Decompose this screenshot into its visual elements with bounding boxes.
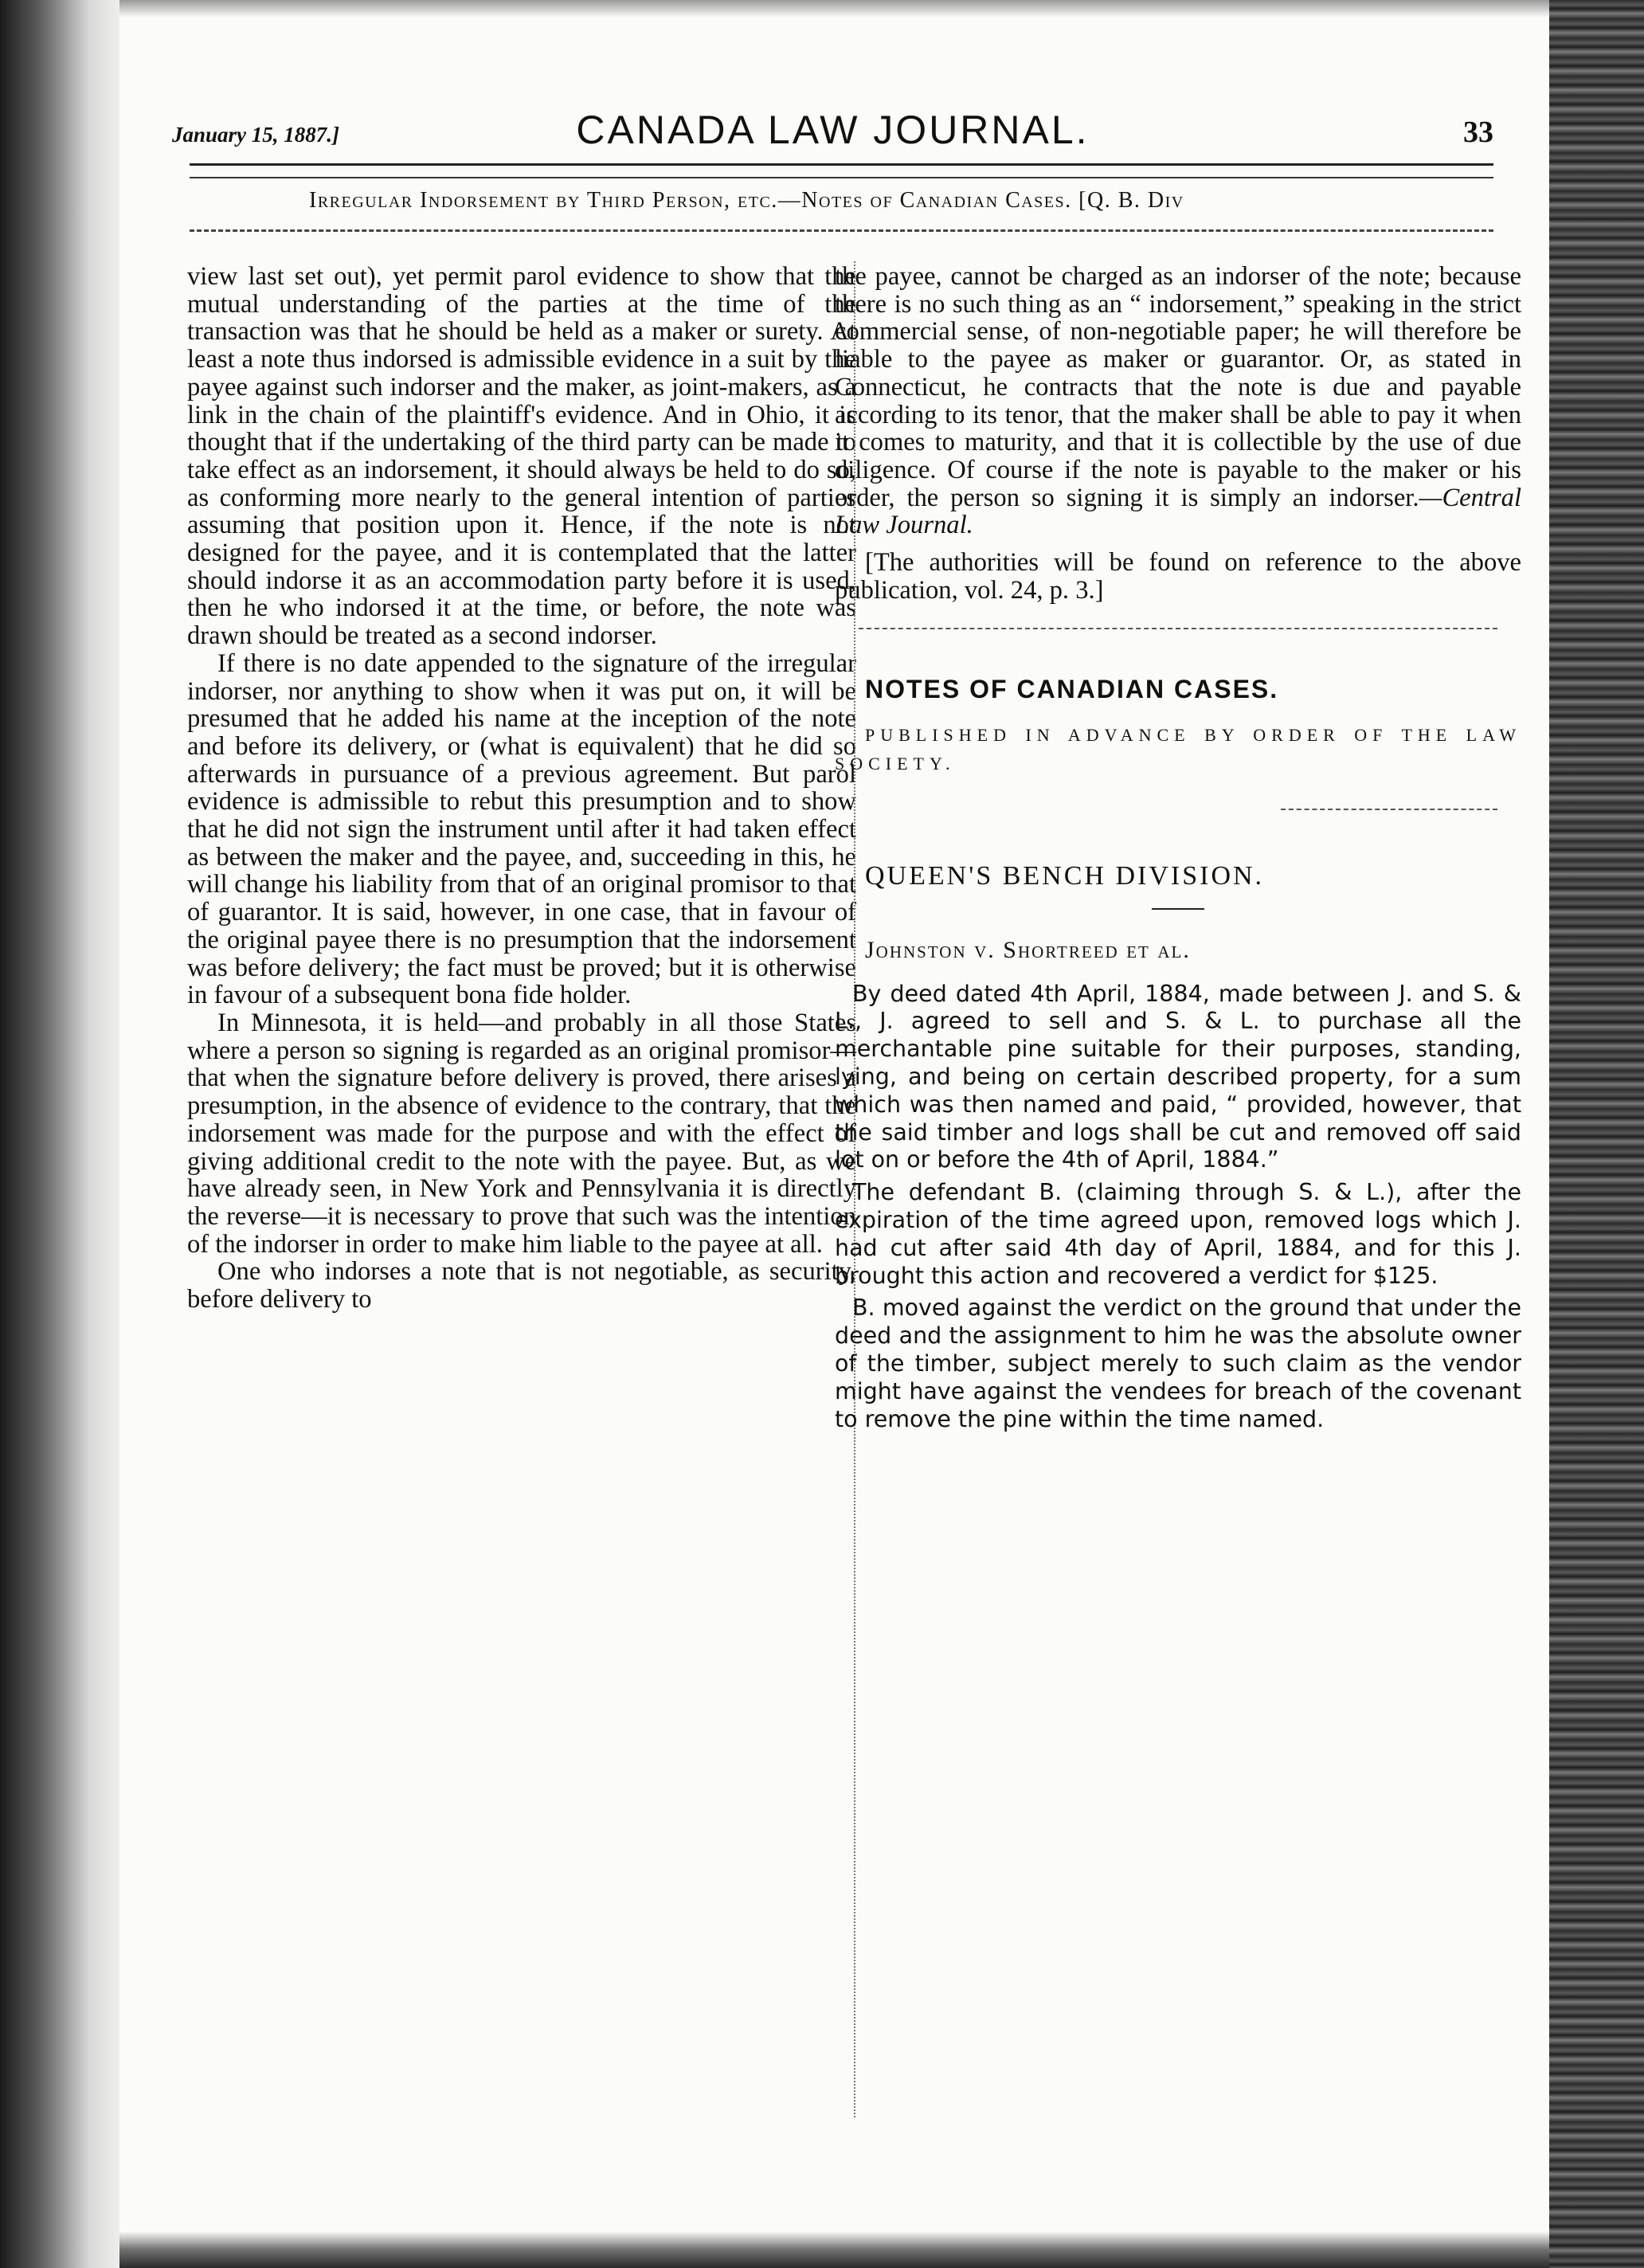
subhead-dashed-rule: [190, 229, 1493, 232]
scan-bottom-edge: [119, 2231, 1549, 2268]
scan-left-edge: [0, 0, 127, 2268]
left-paragraph-1: view last set out), yet permit parol evidence to show that the mutual understanding of the parties at the time of the transaction was that he should be held as a maker or surety. At least a note thus indorsed is admissible evidence in a suit by the payee against such indorser and the maker, as joint-makers, as a link in the chain of the plaintiff's evidence. And in Ohio, it is thought that if the undertaking of the third party can be made to take effect as an indorsement, it should always be held to do so, as conforming more nearly to the general intention of parties assuming that position upon it. Hence, if the note is not designed for the payee, and it is contemplated that the latter should indorse it as an accommodation party before it is used, then he who indorsed it at the time, or before, the note was drawn should be treated as a second indorser.: [187, 262, 856, 651]
headnote-1: By deed dated 4th April, 1884, made between J. and S. & L., J. agreed to sell and S. & L. to purchase all the merchantable pine suitable for their purposes, standing, lying, and being on certain described property, for a sum which was then named and paid, “ provided, however, that the said timber and logs shall be cut and removed off said lot on or before the 4th of April, 1884.”: [835, 980, 1521, 1173]
right-column: [835, 263, 1521, 1433]
running-head: [172, 102, 1493, 150]
left-paragraph-4: One who indorses a note that is not negotiable, as security, before delivery to: [187, 1257, 856, 1314]
continuation-text: the payee, cannot be charged as an indorser of the note; because there is no such thing as an “ indorsement,” speaking in the strict commercial sense, of non-negotiable paper; he will therefore be liable to the payee as maker or guarantor. Or, as stated in Connecticut, he contracts that the note is due and payable according to its tenor, that the maker shall be able to pay it when it comes to maturity, and that it is collectible by the use of due diligence. Of course if the note is payable to the maker or his order, the person so signing it is simply an indorser.: [835, 262, 1521, 512]
left-paragraph-2: If there is no date appended to the signature of the irregular indorser, nor anything to show when it was put on, it will be presumed that he added his name at the inception of the note and before its delivery, or (what is equivalent) that he did so afterwards in pursuance of a previous agreement. But parol evidence is admissible to rebut this presumption and to show that he did not sign the instrument until after it had taken effect as between the maker and the payee, and, succeeding in this, he will change his liability from that of an original promisor to that of guarantor. It is said, however, in one case, that in favour of the original payee there is no presumption that the indorsement was before delivery; the fact must be proved; but it is otherwise in favour of a subsequent bona fide holder.: [187, 648, 856, 1010]
journal-page: [119, 0, 1549, 2268]
issue-date: January 15, 1887.]: [172, 123, 340, 147]
headnote-3: B. moved against the verdict on the ground that under the deed and the assignment to him he was the absolute owner of the timber, subject merely to such claim as the vendor might have against the vendees for breach of the covenant to remove the pine within the time named.: [835, 1295, 1521, 1432]
authorities-note: [The authorities will be found on reference to the above publication, vol. 24, p. 3.]: [835, 548, 1521, 605]
case-headnotes: [835, 981, 1521, 1434]
publication-note: PUBLISHED IN ADVANCE BY ORDER OF THE LAW SOCIETY.: [835, 725, 1521, 774]
scan-right-edge: [1548, 0, 1644, 2268]
page-number: 33: [1463, 116, 1493, 149]
header-double-rule: [190, 163, 1493, 178]
section-subhead: Irregular Indorsement by Third Person, etc.—Notes of Canadian Cases. [Q. B. Div: [309, 188, 1184, 213]
scan-top-shadow: [119, 0, 1549, 18]
headnote-2: The defendant B. (claiming through S. & L.), after the expiration of the time agreed upon, removed logs which J. had cut after said 4th day of April, 1884, and for this J. brought this action and recovered a verdict for $125.: [835, 1179, 1521, 1289]
right-continuation: [835, 263, 1521, 539]
case-title: Johnston v. Shortreed et al.: [865, 936, 1191, 963]
division-title: QUEEN'S BENCH DIVISION.: [865, 861, 1265, 891]
source-citation: —Central Law Journal.: [835, 483, 1521, 540]
left-column: [187, 263, 856, 1314]
left-paragraph-3: In Minnesota, it is held—and probably in all those States where a person so signing is regarded as an original promisor—that when the signature before delivery is proved, there arises a presumption, in the absence of evidence to the contrary, that the indorsement was made for the purpose and with the effect of giving additional credit to the note with the payee. But, as we have already seen, in New York and Pennsylvania it is directly the reverse—it is necessary to prove that such was the intention of the indorser in order to make him liable to the payee at all.: [187, 1008, 856, 1259]
journal-title: CANADA LAW JOURNAL.: [576, 108, 1090, 152]
notes-section-title: NOTES OF CANADIAN CASES.: [865, 675, 1279, 704]
